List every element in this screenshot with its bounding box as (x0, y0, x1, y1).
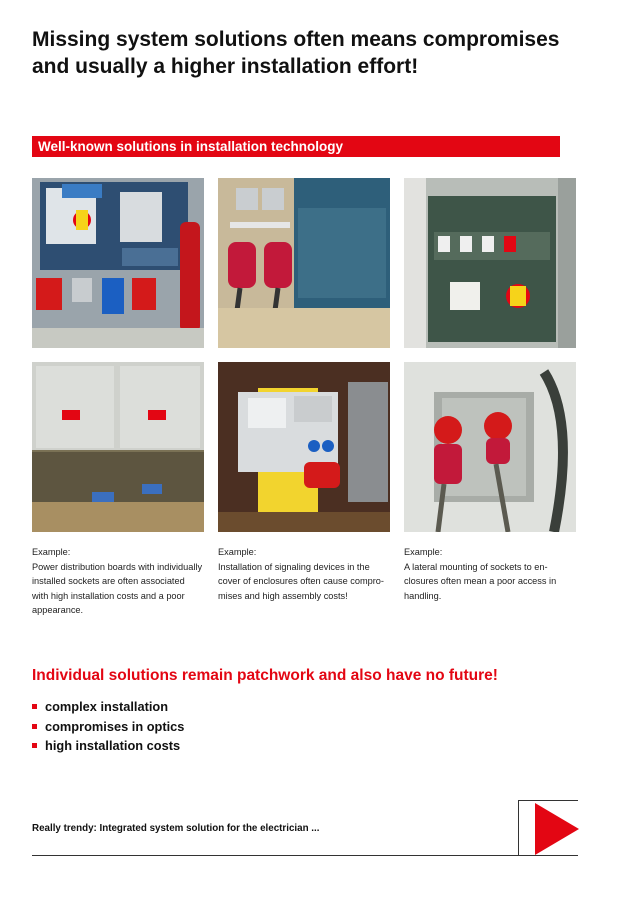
enclosure-interior-photo (404, 178, 576, 348)
caption-line: mises and high assembly costs! (218, 590, 348, 601)
page-headline (32, 26, 612, 80)
caption-line: Installation of signaling devices in the (218, 561, 370, 572)
bullet-square-icon (32, 724, 37, 729)
outdoor-distribution-photo (32, 362, 204, 532)
footer-divider (32, 855, 578, 856)
list-item (32, 697, 184, 717)
caption-line: A lateral mounting of sockets to en- (404, 561, 548, 572)
lateral-sockets-photo (404, 362, 576, 532)
list-item-text: complex installation (45, 699, 169, 714)
caption-line: with high installation costs and a poor (32, 590, 185, 601)
signaling-devices-photo (218, 362, 390, 532)
caption-line: installed sockets are often associated (32, 576, 185, 586)
distribution-board-photo (32, 178, 204, 348)
caption-1 (32, 545, 204, 618)
caption-line: handling. (404, 590, 442, 601)
list-item (32, 717, 184, 737)
caption-line: closures often mean a poor access in (404, 576, 557, 586)
caption-2 (218, 545, 390, 603)
list-item (32, 736, 184, 756)
section-subhead: Individual solutions remain patchwork and also have no future! (32, 667, 498, 684)
bullet-list (32, 697, 184, 756)
play-triangle-icon[interactable] (533, 803, 579, 855)
caption-3 (404, 545, 576, 603)
headline-line-2: and usually a higher installation effort! (32, 55, 419, 78)
caption-label: Example: (218, 547, 257, 557)
bullet-square-icon (32, 743, 37, 748)
socket-plugs-photo (218, 178, 390, 348)
caption-line: Power distribution boards with individually (32, 561, 203, 572)
headline-line-1: Missing system solutions often means compromises (32, 28, 560, 51)
list-item-text: compromises in optics (45, 718, 185, 734)
footer-tagline: Really trendy: Integrated system solution for the electrician ... (32, 823, 320, 834)
caption-line: cover of enclosures often cause compro- (218, 576, 384, 586)
caption-label: Example: (32, 547, 71, 557)
caption-line: appearance. (32, 605, 84, 615)
list-item-text: high installation costs (45, 738, 181, 753)
bullet-square-icon (32, 704, 37, 709)
section-banner: Well-known solutions in installation technology (32, 136, 560, 157)
caption-label: Example: (404, 547, 443, 557)
footer-next-box[interactable] (518, 800, 578, 856)
